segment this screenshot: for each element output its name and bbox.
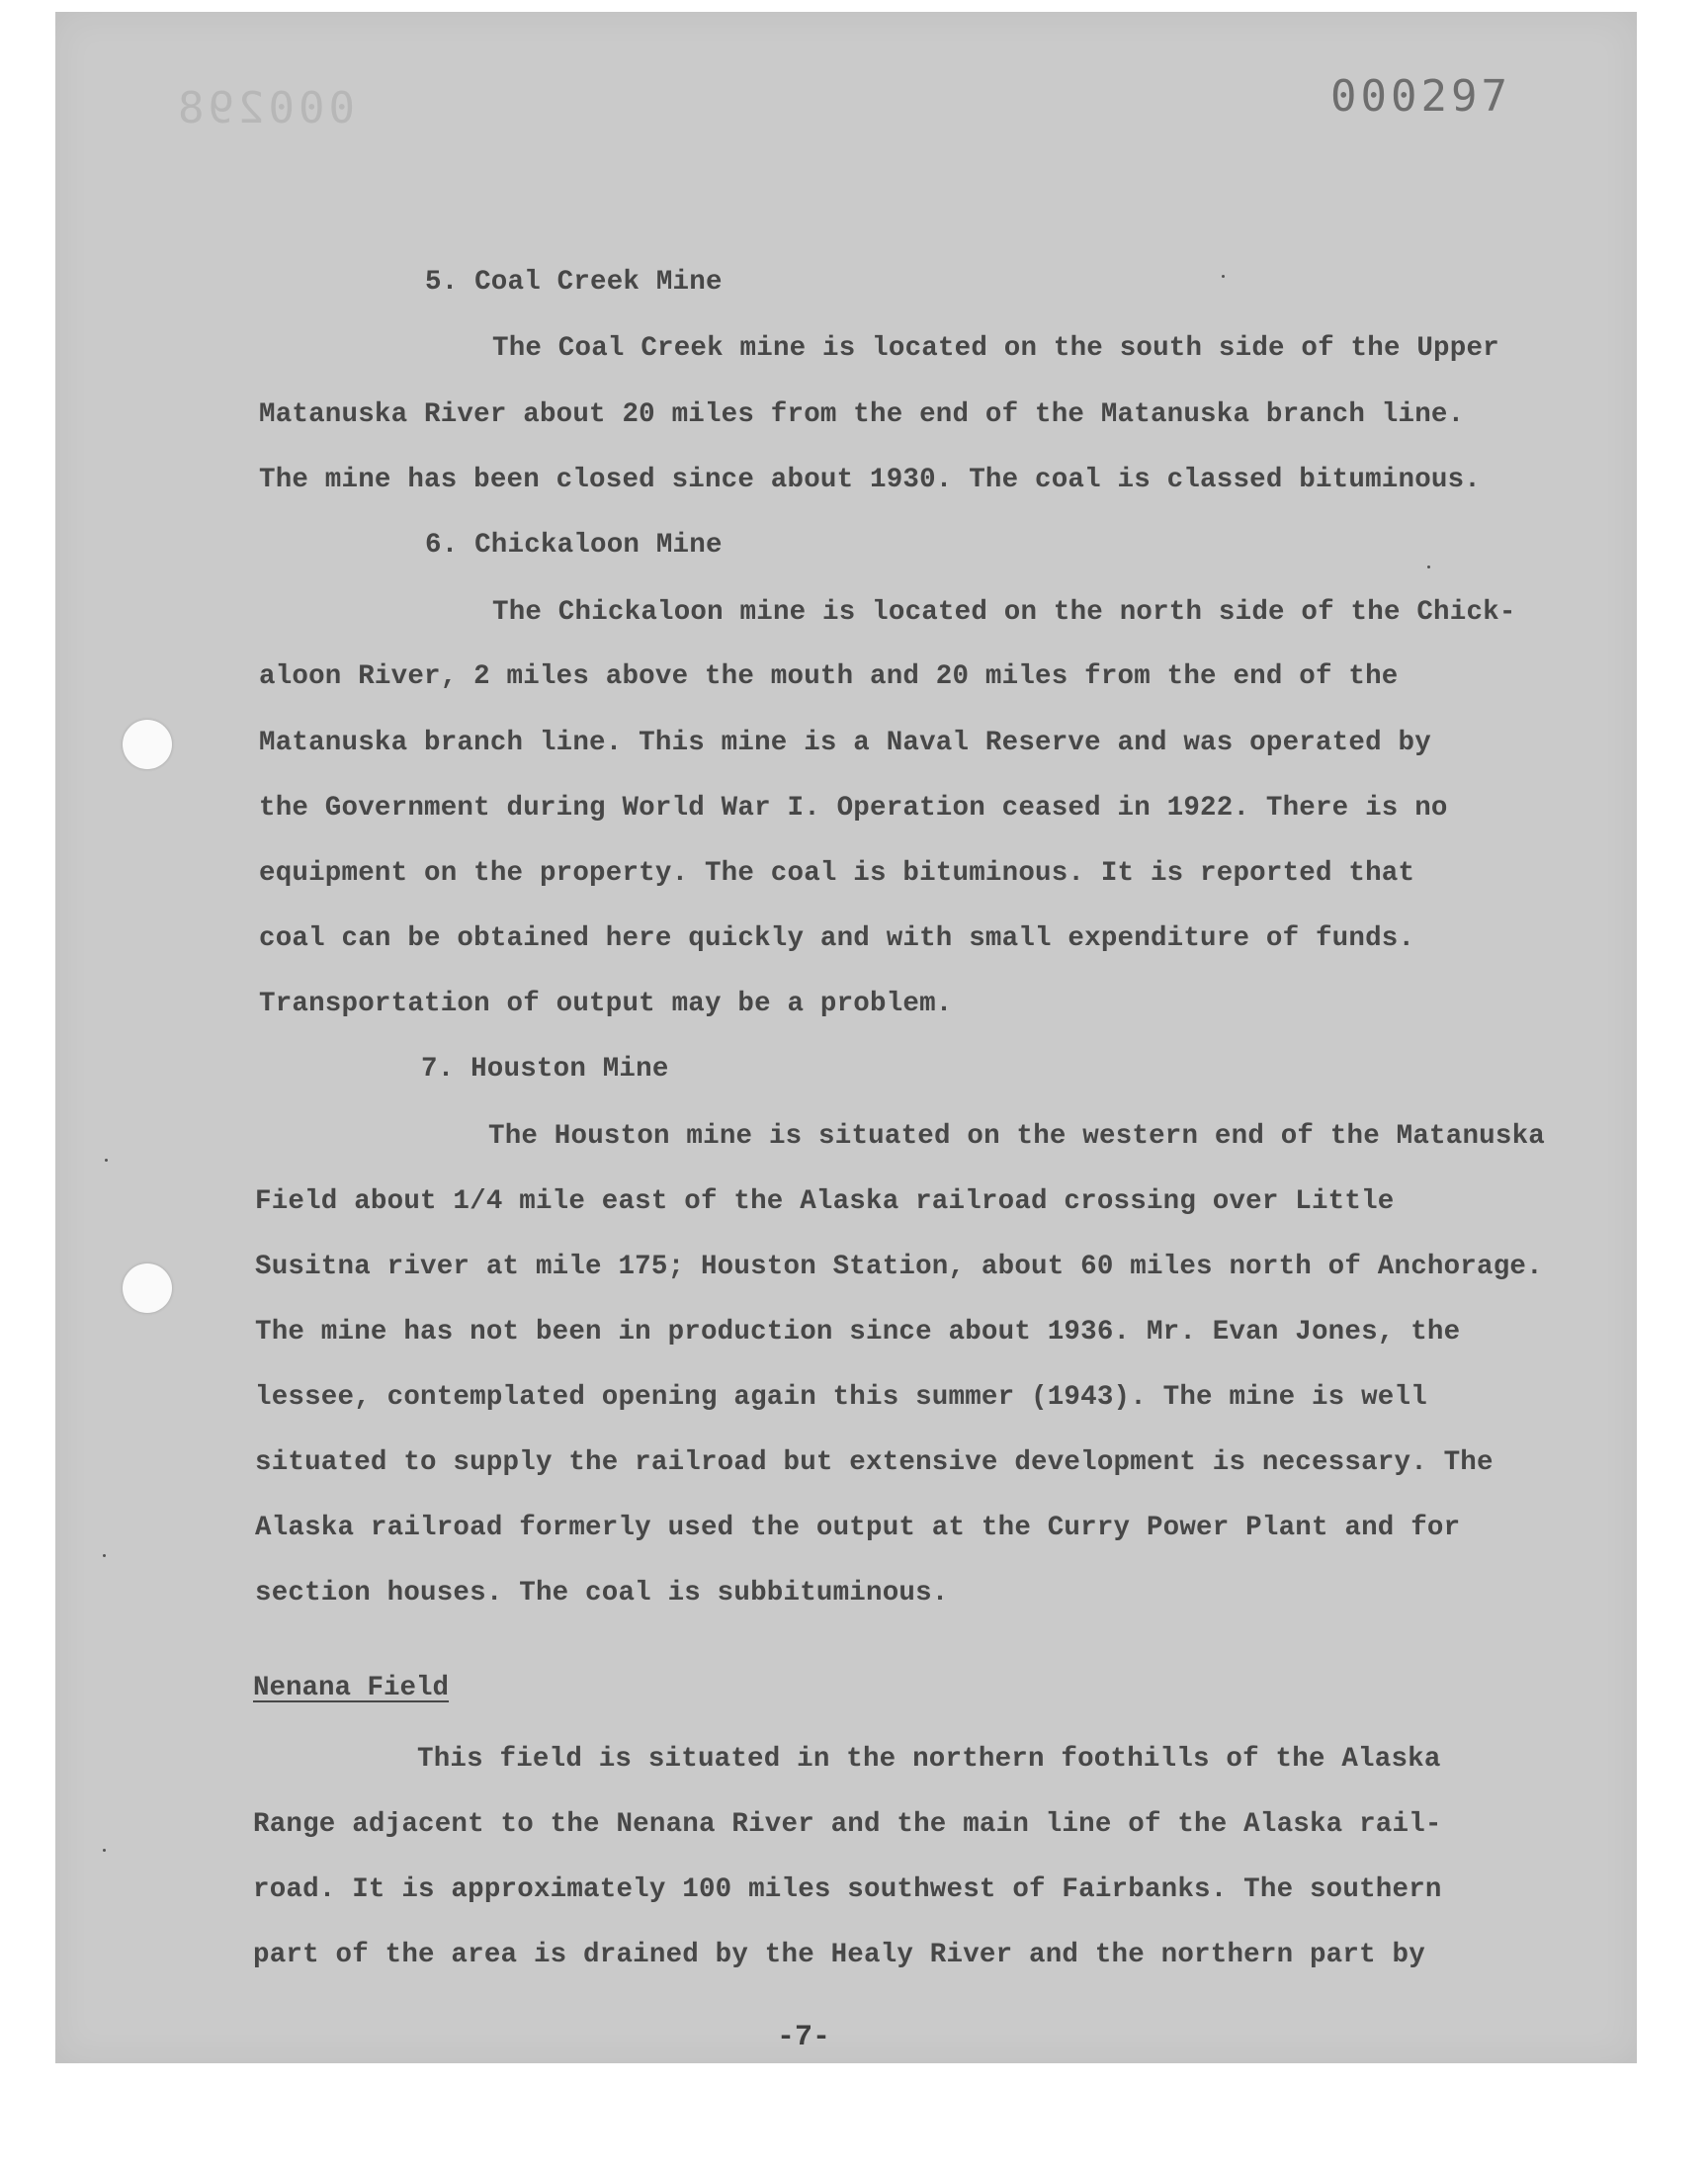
scan-speck	[103, 1849, 106, 1852]
paragraph-line: road. It is approximately 100 miles southwest of Fairbanks. The southern	[253, 1874, 1442, 1905]
paragraph-line: Matanuska branch line. This mine is a Naval Reserve and was operated by	[259, 728, 1431, 758]
paragraph-line: equipment on the property. The coal is bituminous. It is reported that	[259, 858, 1415, 889]
bleed-through-stamp: 000298	[174, 83, 355, 133]
paragraph-line: This field is situated in the northern foothills of the Alaska	[417, 1744, 1441, 1775]
paragraph-line: aloon River, 2 miles above the mouth and 20 miles from the end of the	[259, 661, 1399, 692]
paragraph-line: The Coal Creek mine is located on the south side of the Upper	[492, 333, 1499, 364]
paragraph-line: situated to supply the railroad but extensive development is necessary. The	[255, 1447, 1494, 1478]
paragraph-line: the Government during World War I. Operation ceased in 1922. There is no	[259, 793, 1448, 824]
paragraph-line: lessee, contemplated opening again this summer (1943). The mine is well	[255, 1382, 1427, 1413]
paragraph-line: Transportation of output may be a problem.	[259, 989, 953, 1019]
section-heading: 6. Chickaloon Mine	[425, 530, 723, 561]
paragraph-line: part of the area is drained by the Healy River and the northern part by	[253, 1940, 1425, 1970]
punch-hole	[123, 1263, 172, 1313]
paragraph-line: The mine has been closed since about 1930. The coal is classed bituminous.	[259, 465, 1481, 495]
field-heading: Nenana Field	[253, 1673, 450, 1703]
paragraph-line: The Chickaloon mine is located on the north side of the Chick-	[492, 597, 1516, 628]
document-number-stamp: 000297	[1330, 71, 1511, 122]
paragraph-line: The Houston mine is situated on the western end of the Matanuska	[488, 1121, 1545, 1152]
paragraph-line: Range adjacent to the Nenana River and the main line of the Alaska rail-	[253, 1809, 1442, 1840]
scanned-page	[55, 12, 1637, 2063]
paragraph-line: Alaska railroad formerly used the output at the Curry Power Plant and for	[255, 1513, 1461, 1543]
punch-hole	[123, 720, 172, 769]
paragraph-line: coal can be obtained here quickly and with small expenditure of funds.	[259, 923, 1415, 954]
paragraph-line: Matanuska River about 20 miles from the end of the Matanuska branch line.	[259, 399, 1465, 430]
section-heading: 7. Houston Mine	[421, 1054, 669, 1085]
paragraph-line: The mine has not been in production since about 1936. Mr. Evan Jones, the	[255, 1317, 1461, 1348]
paragraph-line: section houses. The coal is subbituminous.	[255, 1578, 949, 1609]
scan-speck	[105, 1159, 108, 1162]
scan-speck	[103, 1554, 106, 1557]
scan-speck	[1222, 275, 1225, 278]
section-heading: 5. Coal Creek Mine	[425, 267, 723, 298]
scan-speck	[1427, 566, 1430, 568]
paragraph-line: Field about 1/4 mile east of the Alaska railroad crossing over Little	[255, 1186, 1395, 1217]
page-number: -7-	[777, 2021, 831, 2054]
paragraph-line: Susitna river at mile 175; Houston Station, about 60 miles north of Anchorage.	[255, 1252, 1543, 1282]
